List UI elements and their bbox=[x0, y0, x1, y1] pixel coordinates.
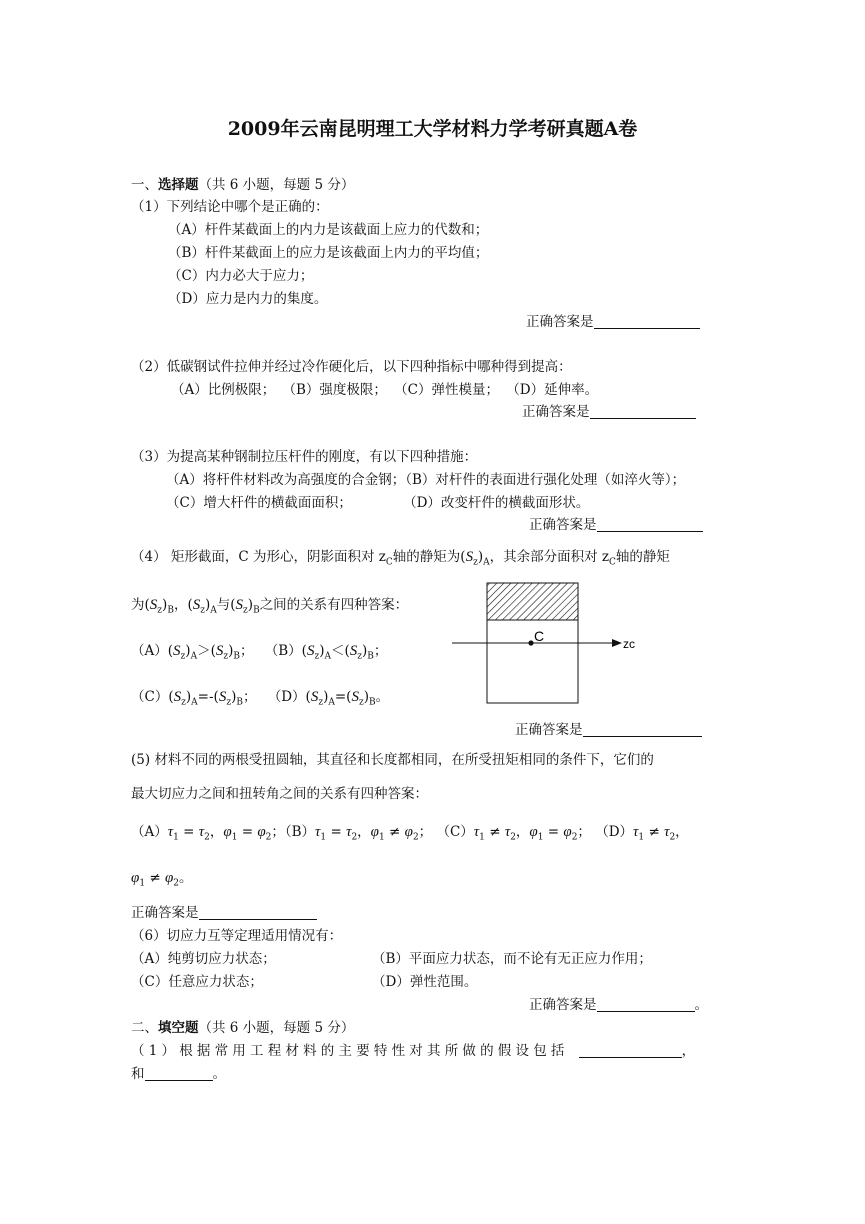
q1-option-d: （D）应力是内力的集度。 bbox=[168, 291, 328, 307]
answer-blank[interactable] bbox=[579, 1043, 682, 1058]
q2-answer: 正确答案是 bbox=[522, 404, 696, 420]
q2-options: （A）比例极限； （B）强度极限； （C）弹性模量； （D）延伸率。 bbox=[171, 382, 599, 398]
q6-option-b: （B）平面应力状态，而不论有无正应力作用； bbox=[372, 951, 652, 967]
q4-line2: 为$(S_z)_B$，$(S_z)_A$与$(S_z)_B$之间的关系有四种答案： bbox=[131, 597, 409, 616]
answer-blank[interactable] bbox=[199, 905, 317, 920]
q5-options: $(A)\tau_1 = \tau_2$，$\varphi_1 = \varphi_2$；$(B)\tau_1 = \tau_2$，$\varphi_1 \ne \varphi_2$； $(C)\tau_1 \ne \tau_2$，$\varphi_1 = \varphi_2$； $(D)\tau_1 \ne \tau_2$， bbox=[131, 824, 689, 843]
answer-blank[interactable] bbox=[583, 722, 702, 737]
q4-answer: 正确答案是 bbox=[515, 722, 702, 738]
section-number: 二、 bbox=[131, 1020, 158, 1036]
q3-stem: （3）为提高某种钢制拉压杆件的刚度，有以下四种措施： bbox=[131, 449, 478, 465]
q2-stem: （2）低碳钢试件拉伸并经过冷作硬化后，以下四种指标中哪种得到提高： bbox=[131, 359, 572, 375]
answer-blank[interactable] bbox=[590, 404, 696, 419]
shaded-area bbox=[487, 583, 578, 620]
q3-options-row1: （A）将杆件材料改为高强度的合金钢；（B）对杆件的表面进行强化处理（如淬火等）； bbox=[166, 472, 686, 488]
q6-option-d: （D）弹性范围。 bbox=[372, 974, 478, 990]
centroid-point bbox=[528, 640, 533, 645]
q4-options-cd: $(C)(S_z)_A=-(S_z)_B$； $(D)(S_z)_A=(S_z)_B$。 bbox=[131, 689, 390, 708]
page-title: 2009年云南昆明理工大学材料力学考研真题A卷 bbox=[227, 118, 638, 140]
remaining-area bbox=[487, 620, 578, 703]
q3-options-row2: （C）增大杆件的横截面面积； （D）改变杆件的横截面形状。 bbox=[166, 495, 590, 511]
q6-answer: 正确答案是 。 bbox=[529, 997, 708, 1013]
section-name: 填空题 bbox=[158, 1020, 199, 1036]
q5-options-cont: $\varphi_1 \ne \varphi_2$。 bbox=[131, 870, 193, 889]
axis-arrow-icon bbox=[612, 639, 622, 647]
answer-blank[interactable] bbox=[597, 997, 695, 1012]
section-2-header bbox=[131, 1020, 354, 1036]
q1-option-a: （A）杆件某截面上的内力是该截面上应力的代数和； bbox=[168, 222, 489, 238]
q6-stem: （6）切应力互等定理适用情况有： bbox=[131, 928, 343, 944]
q1-option-c: （C）内力必大于应力； bbox=[168, 268, 314, 284]
q5-answer: 正确答案是 bbox=[131, 905, 317, 921]
fill1-line1: （1）根据常用工程材料的主要特性对其所做的假设包括 ， bbox=[131, 1043, 696, 1059]
q4-options-ab: $(A)(S_z)_A>(S_z)_B$； $(B)(S_z)_A<(S_z)_B$； bbox=[131, 643, 388, 662]
section-1-header bbox=[131, 177, 354, 193]
section-name: 选择题 bbox=[158, 177, 199, 193]
q3-answer: 正确答案是 bbox=[529, 517, 703, 533]
q1-answer: 正确答案是 bbox=[526, 314, 700, 330]
q5-stem-line1: (5) 材料不同的两根受扭圆轴，其直径和长度都相同，在所受扭矩相同的条件下，它们的 bbox=[131, 752, 654, 768]
q6-option-c: （C）任意应力状态； bbox=[131, 974, 263, 990]
section-note: （共 6 小题，每题 5 分） bbox=[198, 177, 355, 193]
q6-option-a: （A）纯剪切应力状态； bbox=[131, 951, 276, 967]
centroid-label: C bbox=[534, 628, 545, 644]
axis-label: zc bbox=[623, 637, 635, 651]
answer-blank[interactable] bbox=[597, 517, 703, 532]
answer-blank[interactable] bbox=[145, 1066, 213, 1081]
q4-stem: （4） 矩形截面，C 为形心，阴影面积对 $z_C$轴的静矩为$(S_z)_A$，其余部分面积对 $z_C$轴的静矩 bbox=[131, 549, 670, 568]
section-note: （共 6 小题，每题 5 分） bbox=[198, 1020, 355, 1036]
cross-section-figure bbox=[452, 578, 642, 708]
answer-blank[interactable] bbox=[594, 314, 700, 329]
q1-stem: （1）下列结论中哪个是正确的： bbox=[131, 199, 329, 215]
fill1-line2: 和 。 bbox=[131, 1066, 226, 1082]
section-number: 一、 bbox=[131, 177, 158, 193]
q1-option-b: （B）杆件某截面上的应力是该截面上内力的平均值； bbox=[168, 245, 489, 261]
q5-stem-line2: 最大切应力之间和扭转角之间的关系有四种答案： bbox=[131, 786, 428, 802]
